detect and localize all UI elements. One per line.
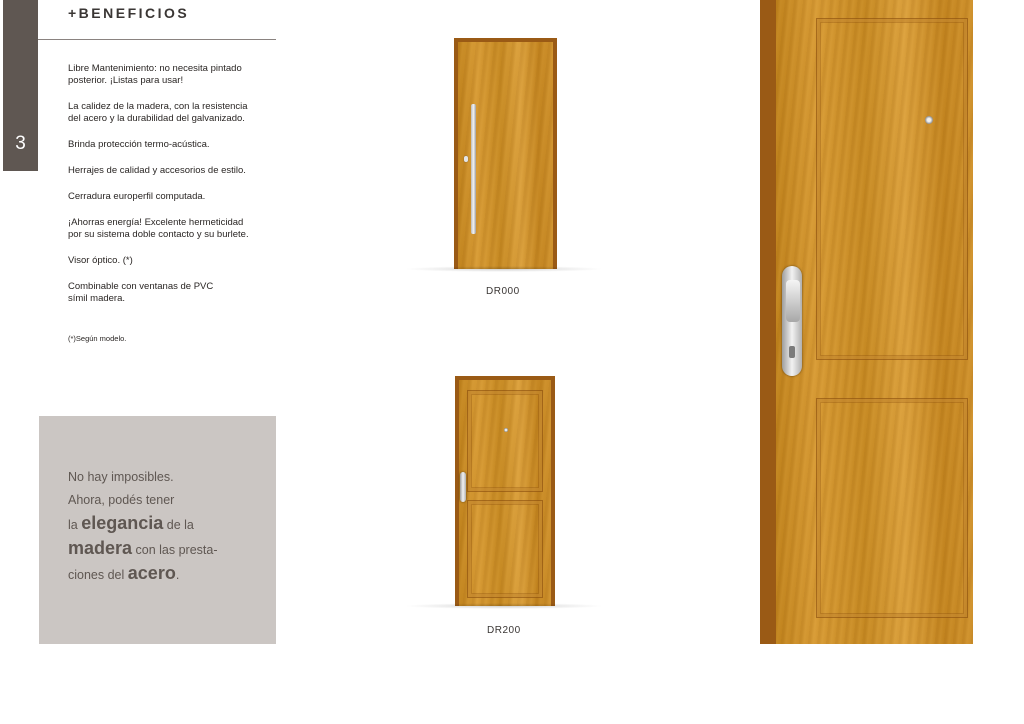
benefit-item: ¡Ahorras energía! Excelente hermeticidad por su sistema doble contacto y su burlete. (68, 217, 249, 240)
title-divider (38, 39, 276, 40)
door-dr200-image (455, 376, 555, 606)
door-closeup-image (760, 0, 973, 644)
quote-text (68, 466, 268, 587)
benefit-item: Visor óptico. (*) (68, 255, 133, 266)
door-panel (467, 390, 543, 492)
quote-word: la (68, 518, 78, 532)
pull-handle-icon (471, 104, 476, 234)
door-handle-icon (460, 472, 466, 502)
bottom-margin (0, 684, 1024, 724)
benefit-item: La calidez de la madera, con la resistencia del acero y la durabilidad del galvanizado. (68, 101, 248, 124)
door-dr000-image (454, 38, 557, 269)
page-tab (3, 0, 38, 171)
quote-word: de la (166, 518, 194, 532)
quote-word: con las presta- (135, 543, 218, 557)
peephole-icon (504, 428, 508, 432)
benefit-item: Cerradura europerfil computada. (68, 191, 206, 202)
quote-line: Ahora, podés tener (68, 493, 175, 507)
quote-highlight: madera (68, 538, 133, 558)
quote-highlight: elegancia (81, 513, 164, 533)
quote-line: No hay imposibles. (68, 470, 174, 484)
quote-box (39, 416, 276, 644)
benefit-item: Herrajes de calidad y accesorios de estilo. (68, 165, 246, 176)
benefit-item: Libre Mantenimiento: no necesita pintado posterior. ¡Listas para usar! (68, 63, 242, 86)
benefit-item: Brinda protección termo-acústica. (68, 139, 210, 150)
door-model-label: DR200 (487, 625, 521, 636)
quote-highlight: acero (127, 563, 176, 583)
benefit-item: Combinable con ventanas de PVC símil madera. (68, 281, 214, 304)
footnote: (*)Según modelo. (68, 334, 127, 343)
page-number: 3 (15, 133, 26, 154)
door-shadow (404, 266, 604, 272)
door-model-label: DR000 (486, 286, 520, 297)
peephole-icon (925, 116, 933, 124)
benefits-list (68, 63, 288, 319)
lock-icon (464, 156, 468, 162)
section-title: +BENEFICIOS (68, 5, 190, 21)
lock-cylinder-icon (789, 346, 795, 358)
quote-word: ciones del (68, 568, 125, 582)
door-shadow (404, 603, 604, 609)
door-panel (816, 398, 968, 618)
door-panel (467, 500, 543, 598)
lever-icon (786, 280, 800, 322)
door-panel (816, 18, 968, 360)
quote-word: . (175, 568, 180, 582)
